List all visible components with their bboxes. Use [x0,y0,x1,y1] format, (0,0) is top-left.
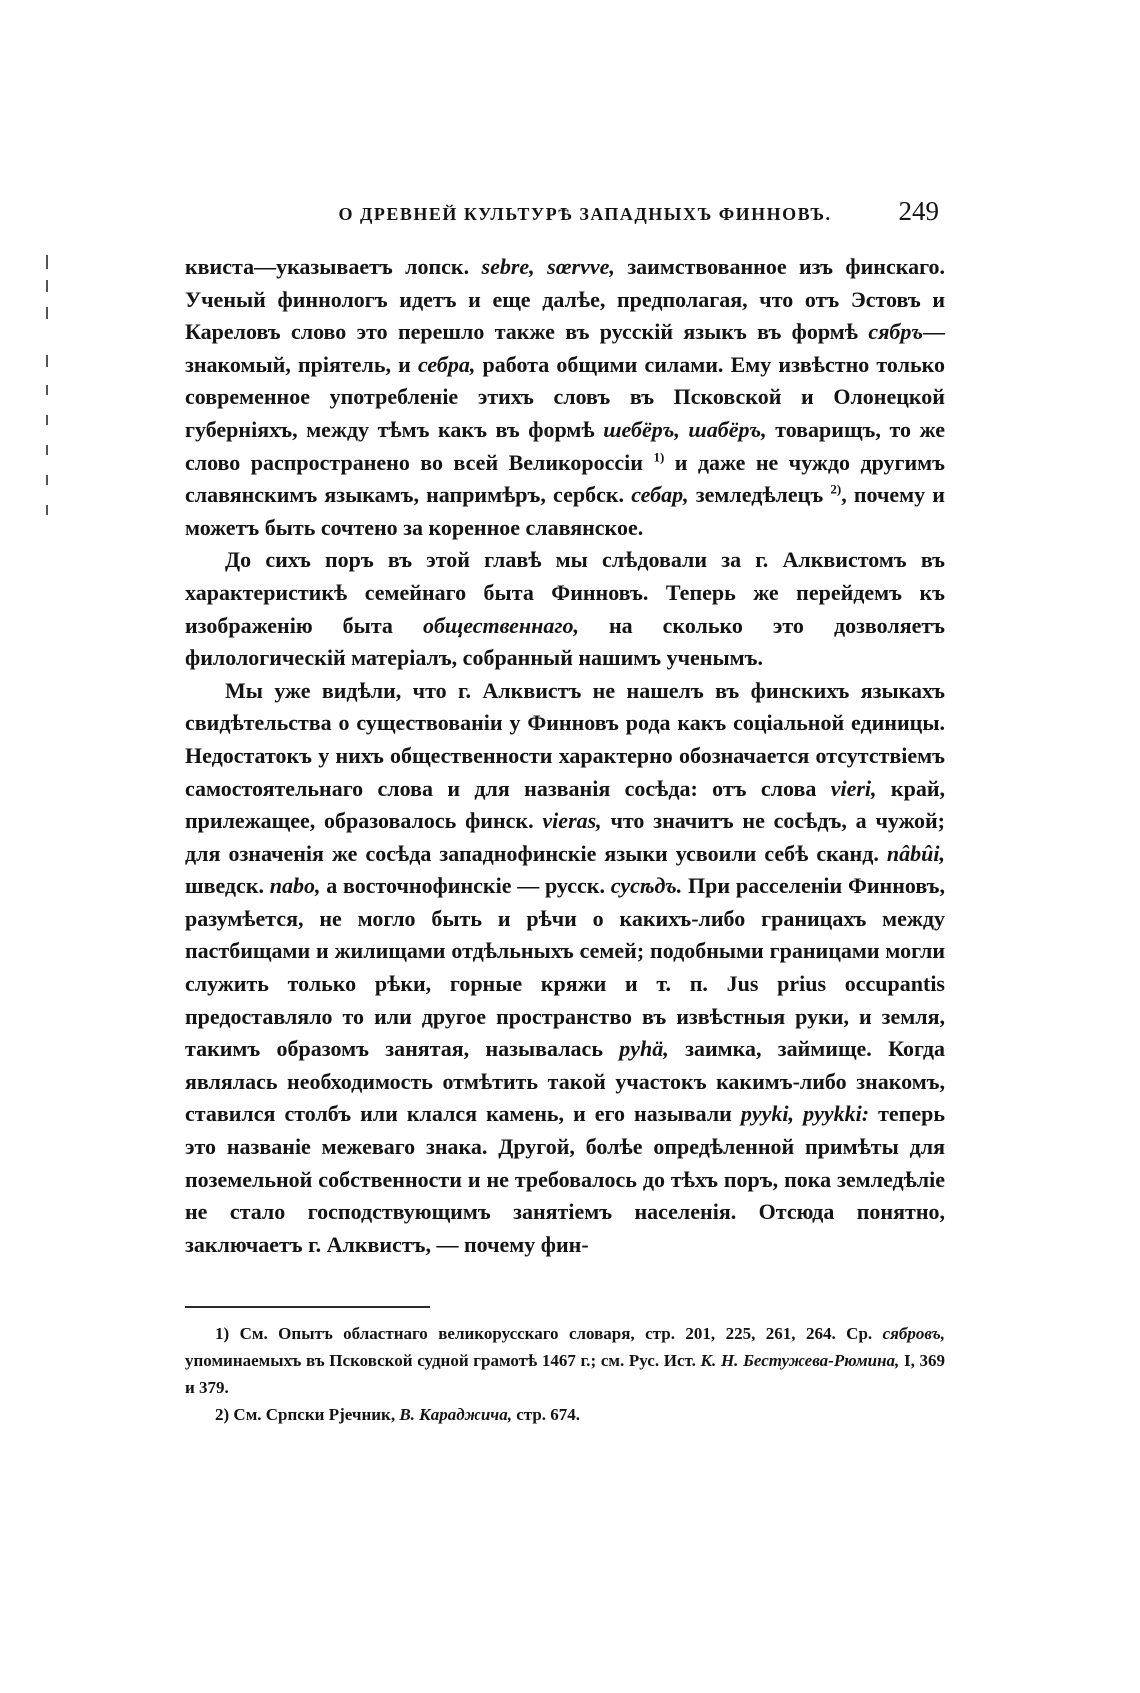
body-text [185,251,945,1261]
footnote-2 [185,1401,945,1428]
text-run: край, прилежащее, образовалось финск. [185,775,945,834]
text-run: и даже не чуждо другимъ славянскимъ языкамъ, напримѣръ, сербск. [185,449,945,508]
italic-term: sebre, sœrvve, [481,254,615,279]
margin-mark [46,415,48,425]
text-run: См. Српски Рјечник, [229,1405,400,1424]
italic-term: сябровъ, [882,1324,945,1343]
italic-term: сусѣдъ. [610,873,683,899]
text-run: I, 369 и 379. [185,1351,945,1397]
italic-term: nabo, [269,873,321,899]
margin-mark [46,385,48,395]
text-run: на сколько это дозволяетъ филологическій матеріалъ, собранный нашимъ ученымъ. [185,612,945,671]
text-run: заимствованное изъ финскаго. Ученый финнологъ идетъ и еще далѣе, предполагая, что отъ Эстовъ и Кареловъ слово это перешло также въ русскій языкъ въ формѣ [185,254,946,345]
text-run: а восточнофинскіе — русск. [320,873,611,899]
text-run: упоминаемыхъ въ Псковской судной грамотѣ 1467 г.; см. Рус. Ист. [185,1351,701,1370]
footnote-number: 2) [215,1405,230,1424]
page-header [185,196,945,236]
italic-term: общественнаго, [422,612,579,638]
running-head: О ДРЕВНЕЙ КУЛЬТУРѢ ЗАПАДНЫХЪ ФИННОВЪ. [338,204,832,224]
paragraph-3 [185,675,945,1262]
text-run: До сихъ поръ въ этой главѣ мы слѣдовали за г. Алквистомъ въ характеристикѣ семейнаго быта Финновъ. Теперь же перейдемъ къ изображенію быта [185,547,945,638]
text-run: земледѣлецъ [688,482,831,508]
margin-mark [46,255,48,269]
text-run: При расселеніи Финновъ, разумѣется, не могло быть и рѣчи о какихъ-либо границахъ между пастбищами и жилищами отдѣльныхъ семей; подобными границами могли служить только рѣки, горные кряжи и т. п. Jus prius occupantis предоставляло то или другое пространство въ извѣстныя руки, и земля, такимъ образомъ занятая, называлась [185,873,945,1062]
margin-mark [46,475,48,485]
margin-mark [46,505,48,515]
margin-mark [46,445,48,455]
text-run: стр. 674. [511,1405,581,1424]
text-run: товарищъ, то же слово распространено во всей Великороссіи [185,416,946,475]
text-run: шведск. [185,873,270,899]
italic-term: vieri, [830,775,877,801]
text-run [794,1101,803,1126]
margin-marks [44,255,54,555]
italic-term: шебёръ, шабёръ, [603,416,767,442]
text-run: что значитъ не сосѣдъ, а чужой; для означенія же сосѣда западнофинскіе языки усвоили себѣ сканд. [185,808,945,866]
paragraph-2 [185,544,945,674]
margin-mark [46,307,48,319]
italic-term: pyhä, [619,1036,669,1062]
page-number: 249 [898,196,939,226]
text-run: —знакомый, пріятель, и [185,319,945,377]
text-run: , почему и можетъ быть сочтено за коренное славянское. [185,482,945,540]
italic-term: pyykki: [803,1101,870,1127]
italic-term: себар, [631,482,689,508]
italic-term: pyyki, [740,1101,795,1127]
italic-term: vieras, [542,808,602,834]
footnote-1 [185,1320,945,1401]
italic-term: себра, [417,351,476,377]
footnote-number: 1) [215,1324,230,1343]
text-run: См. Опытъ областнаго великорусскаго словаря, стр. 201, 225, 261, 264. Ср. [229,1324,883,1343]
footnotes [185,1320,945,1428]
italic-term: К. Н. Бестужева-Рюмина, [700,1351,900,1370]
paragraph-1 [185,251,945,544]
italic-term: В. Караджича, [399,1405,512,1424]
italic-term: nâbûi, [886,840,945,866]
margin-mark [46,355,48,367]
italic-term: сябръ [868,319,923,345]
footnote-ref-2[interactable]: 2) [830,481,842,497]
text-run: работа общими силами. Ему извѣстно только современное употребленіе этихъ словъ въ Псковской и Олонецкой губерніяхъ, между тѣмъ какъ въ формѣ [185,351,945,442]
text-run: заимка, займище. Когда являлась необходимость отмѣтить такой участокъ какимъ-либо знакомъ, ставился столбъ или клался камень, и его называли [185,1036,945,1127]
text-run: квиста—указываетъ лопск. [185,254,482,279]
text-run: теперь это названіе межеваго знака. Другой, болѣе опредѣленной примѣты для поземельной собственности и не требовалось до тѣхъ поръ, пока земледѣліе не стало господствующимъ занятіемъ населенія. Отсюда понятно, заключаетъ г. Алквистъ, — почему фин- [185,1101,945,1257]
text-run: Мы уже видѣли, что г. Алквистъ не нашелъ въ финскихъ языкахъ свидѣтельства о существованіи у Финновъ рода какъ соціальной единицы. Недостатокъ у нихъ общественности характерно обозначается отсутствіемъ самостоятельнаго слова и для названія сосѣда: отъ слова [185,677,945,801]
footnote-divider [185,1306,430,1308]
footnote-ref-1[interactable]: 1) [653,449,665,465]
margin-mark [46,280,48,292]
